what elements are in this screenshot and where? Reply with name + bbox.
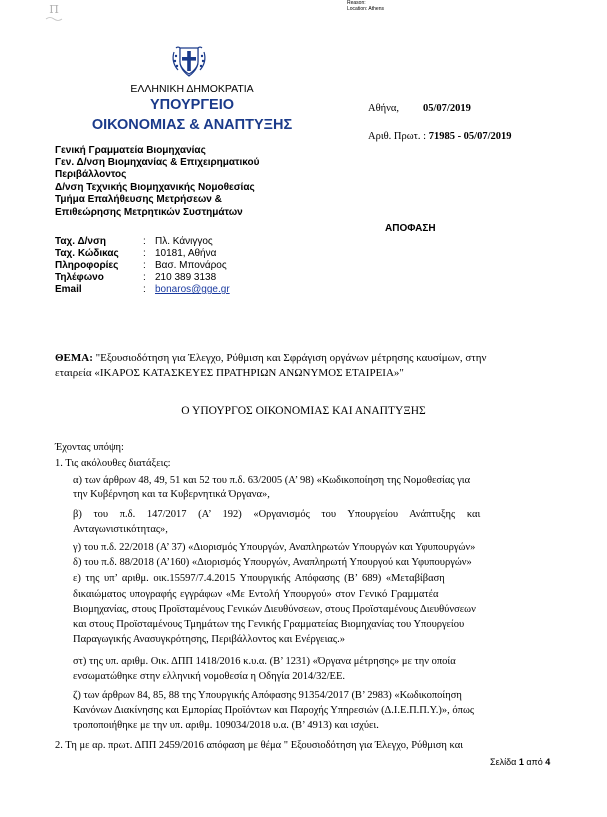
email-link[interactable]: bonaros@gge.gr (155, 284, 230, 295)
issuer-line: Περιβάλλοντος (55, 169, 127, 180)
page-total: 4 (545, 757, 551, 767)
provision-line: α) των άρθρων 48, 49, 51 και 52 του π.δ. 63/2005 (Α’ 98) «Κωδικοποίηση της Νομοθεσίας για (73, 475, 471, 486)
provision-line: Παραγωγικής Ανασυγκρότησης, Περιβάλλοντος και Ενέργειας.» (73, 634, 345, 645)
contact-row (55, 284, 355, 296)
contact-key: Ταχ. Κώδικας (55, 248, 119, 259)
contact-key: Τηλέφωνο (55, 272, 104, 283)
provision-line: Κανόνων Διακίνησης και Εμπορίας Προϊόντων και Παροχής Υπηρεσιών (Δ.Ι.Ε.Π.Π.Υ.)», όπως (73, 705, 475, 716)
issuer-line: Δ/νση Τεχνικής Βιομηχανικής Νομοθεσίας (55, 182, 255, 193)
decision-label: ΑΠΟΦΑΣΗ (385, 223, 436, 234)
contact-row (55, 260, 355, 272)
provision-line: τροποποιήθηκε με την υπ. αριθμ. 109034/2018 υ.α. (Β’ 4913) και ισχύει. (73, 720, 379, 731)
contact-separator: : (143, 272, 146, 283)
contact-key: Email (55, 284, 82, 295)
subject-text: εταιρεία «ΙΚΑΡΟΣ ΚΑΤΑΣΚΕΥΕΣ ΠΡΑΤΗΡΙΩΝ ΑΝΩΝΥΜΟΣ ΕΤΑΙΡΕΙΑ»" (55, 367, 404, 379)
page-current: 1 (518, 757, 524, 767)
issuer-line: Γενική Γραμματεία Βιομηχανίας (55, 145, 206, 156)
svg-text:Π: Π (49, 3, 59, 16)
protocol-value: 71985 - 05/07/2019 (428, 131, 512, 142)
body-list-item: 1. Τις ακόλουθες διατάξεις: (55, 458, 171, 469)
issuer-line: Γεν. Δ/νση Βιομηχανίας & Επιχειρηματικού (55, 157, 260, 168)
signature-metadata (347, 0, 384, 12)
minister-heading: Ο ΥΠΟΥΡΓΟΣ ΟΙΚΟΝΟΜΙΑΣ ΚΑΙ ΑΝΑΠΤΥΞΗΣ (181, 405, 426, 417)
contact-value: Βασ. Μπονάρος (155, 260, 227, 271)
provision-line: δ) του π.δ. 88/2018 (Α’160) «Διορισμός Υπουργών, Αναπληρωτή Υπουργού και Υφυπουργών» (73, 557, 472, 568)
date-value: 05/07/2019 (423, 103, 471, 114)
body-list-item: 2. Τη με αρ. πρωτ. ΔΠΠ 2459/2016 απόφαση με θέμα " Εξουσιοδότηση για Έλεγχο, Ρύθμιση και (55, 740, 464, 751)
provision-line: στ) της υπ. αριθμ. Οικ. ΔΠΠ 1418/2016 κ.υ.α. (Β’ 1231) «Όργανα μέτρησης» με την οποία (73, 656, 456, 667)
contact-key: Πληροφορίες (55, 260, 119, 271)
subject-text: "Εξουσιοδότηση για Έλεγχο, Ρύθμιση και Σφράγιση οργάνων μέτρησης καυσίμων, στην (92, 352, 487, 364)
provision-line: Ανταγωνιστικότητας», (73, 524, 168, 535)
protocol-row (368, 131, 512, 142)
page-label: Σελίδα (490, 757, 517, 767)
contact-separator: : (143, 284, 146, 295)
provision-line: και στους Προϊσταμένους Τμημάτων της Γενικής Γραμματείας Βιομηχανίας του Υπουργείου (73, 619, 465, 630)
republic-title: ΕΛΛΗΝΙΚΗ ΔΗΜΟΚΡΑΤΙΑ (130, 83, 254, 95)
ministry-title-line1: ΥΠΟΥΡΓΕΙΟ (149, 97, 235, 113)
protocol-label: Αριθ. Πρωτ. : (368, 131, 427, 142)
signature-reason: Reason: (347, 0, 366, 6)
date-row (368, 103, 471, 114)
page-number (490, 757, 550, 767)
subject-label: ΘΕΜΑ: (55, 352, 93, 364)
coat-of-arms-icon (168, 42, 210, 82)
contact-row (55, 236, 355, 248)
date-place: Αθήνα, (368, 103, 399, 114)
page-sep: από (526, 757, 543, 767)
contact-key: Ταχ. Δ/νση (55, 236, 106, 247)
logo-stamp (36, 2, 72, 24)
provision-line: ενσωματώθηκε στην ελληνική νομοθεσία η Οδηγία 2014/32/ΕΕ. (73, 671, 345, 682)
provision-line: γ) του π.δ. 22/2018 (Α’ 37) «Διορισμός Υπουργών, Αναπληρωτών Υπουργών και Υφυπουργών» (73, 542, 476, 553)
contact-value: Πλ. Κάνιγγος (155, 236, 213, 247)
contact-row (55, 248, 355, 260)
provision-line: δικαιώματος υπογραφής εγγράφων «Με Εντολή Υπουργού» στον Γενικό Γραμματέα (73, 589, 439, 600)
contact-value: 10181, Αθήνα (155, 248, 217, 259)
provision-line: ε) της υπ’ αριθμ. οικ.15597/7.4.2015 Υπουργικής Απόφασης (Β’ 689) «Μεταβίβαση (73, 573, 445, 584)
contact-value: 210 389 3138 (155, 272, 217, 283)
contact-separator: : (143, 236, 146, 247)
provision-line: β) του π.δ. 147/2017 (Α’ 192) «Οργανισμός του Υπουργείου Ανάπτυξης και (73, 509, 481, 520)
contact-separator: : (143, 260, 146, 271)
signature-location: Location: Athens (347, 6, 384, 12)
contact-separator: : (143, 248, 146, 259)
ministry-title-line2: ΟΙΚΟΝΟΜΙΑΣ & ΑΝΑΠΤΥΞΗΣ (91, 117, 293, 133)
issuer-line: Τμήμα Επαλήθευσης Μετρήσεων & (55, 194, 222, 205)
provision-line: Βιομηχανίας, στους Προϊσταμένους Γενικών Διευθύνσεων, στους Προϊσταμένους Διευθύνσεων (73, 604, 476, 615)
provision-line: την Κυβέρνηση και τα Κυβερνητικά Όργανα», (73, 489, 270, 500)
provision-line: ζ) των άρθρων 84, 85, 88 της Υπουργικής Απόφασης 91354/2017 (Β’ 2983) «Κωδικοποίηση (73, 690, 462, 701)
issuer-line: Επιθεώρησης Μετρητικών Συστημάτων (55, 207, 243, 218)
contact-row (55, 272, 355, 284)
body-intro: Έχοντας υπόψη: (55, 442, 124, 453)
subject (55, 351, 555, 381)
